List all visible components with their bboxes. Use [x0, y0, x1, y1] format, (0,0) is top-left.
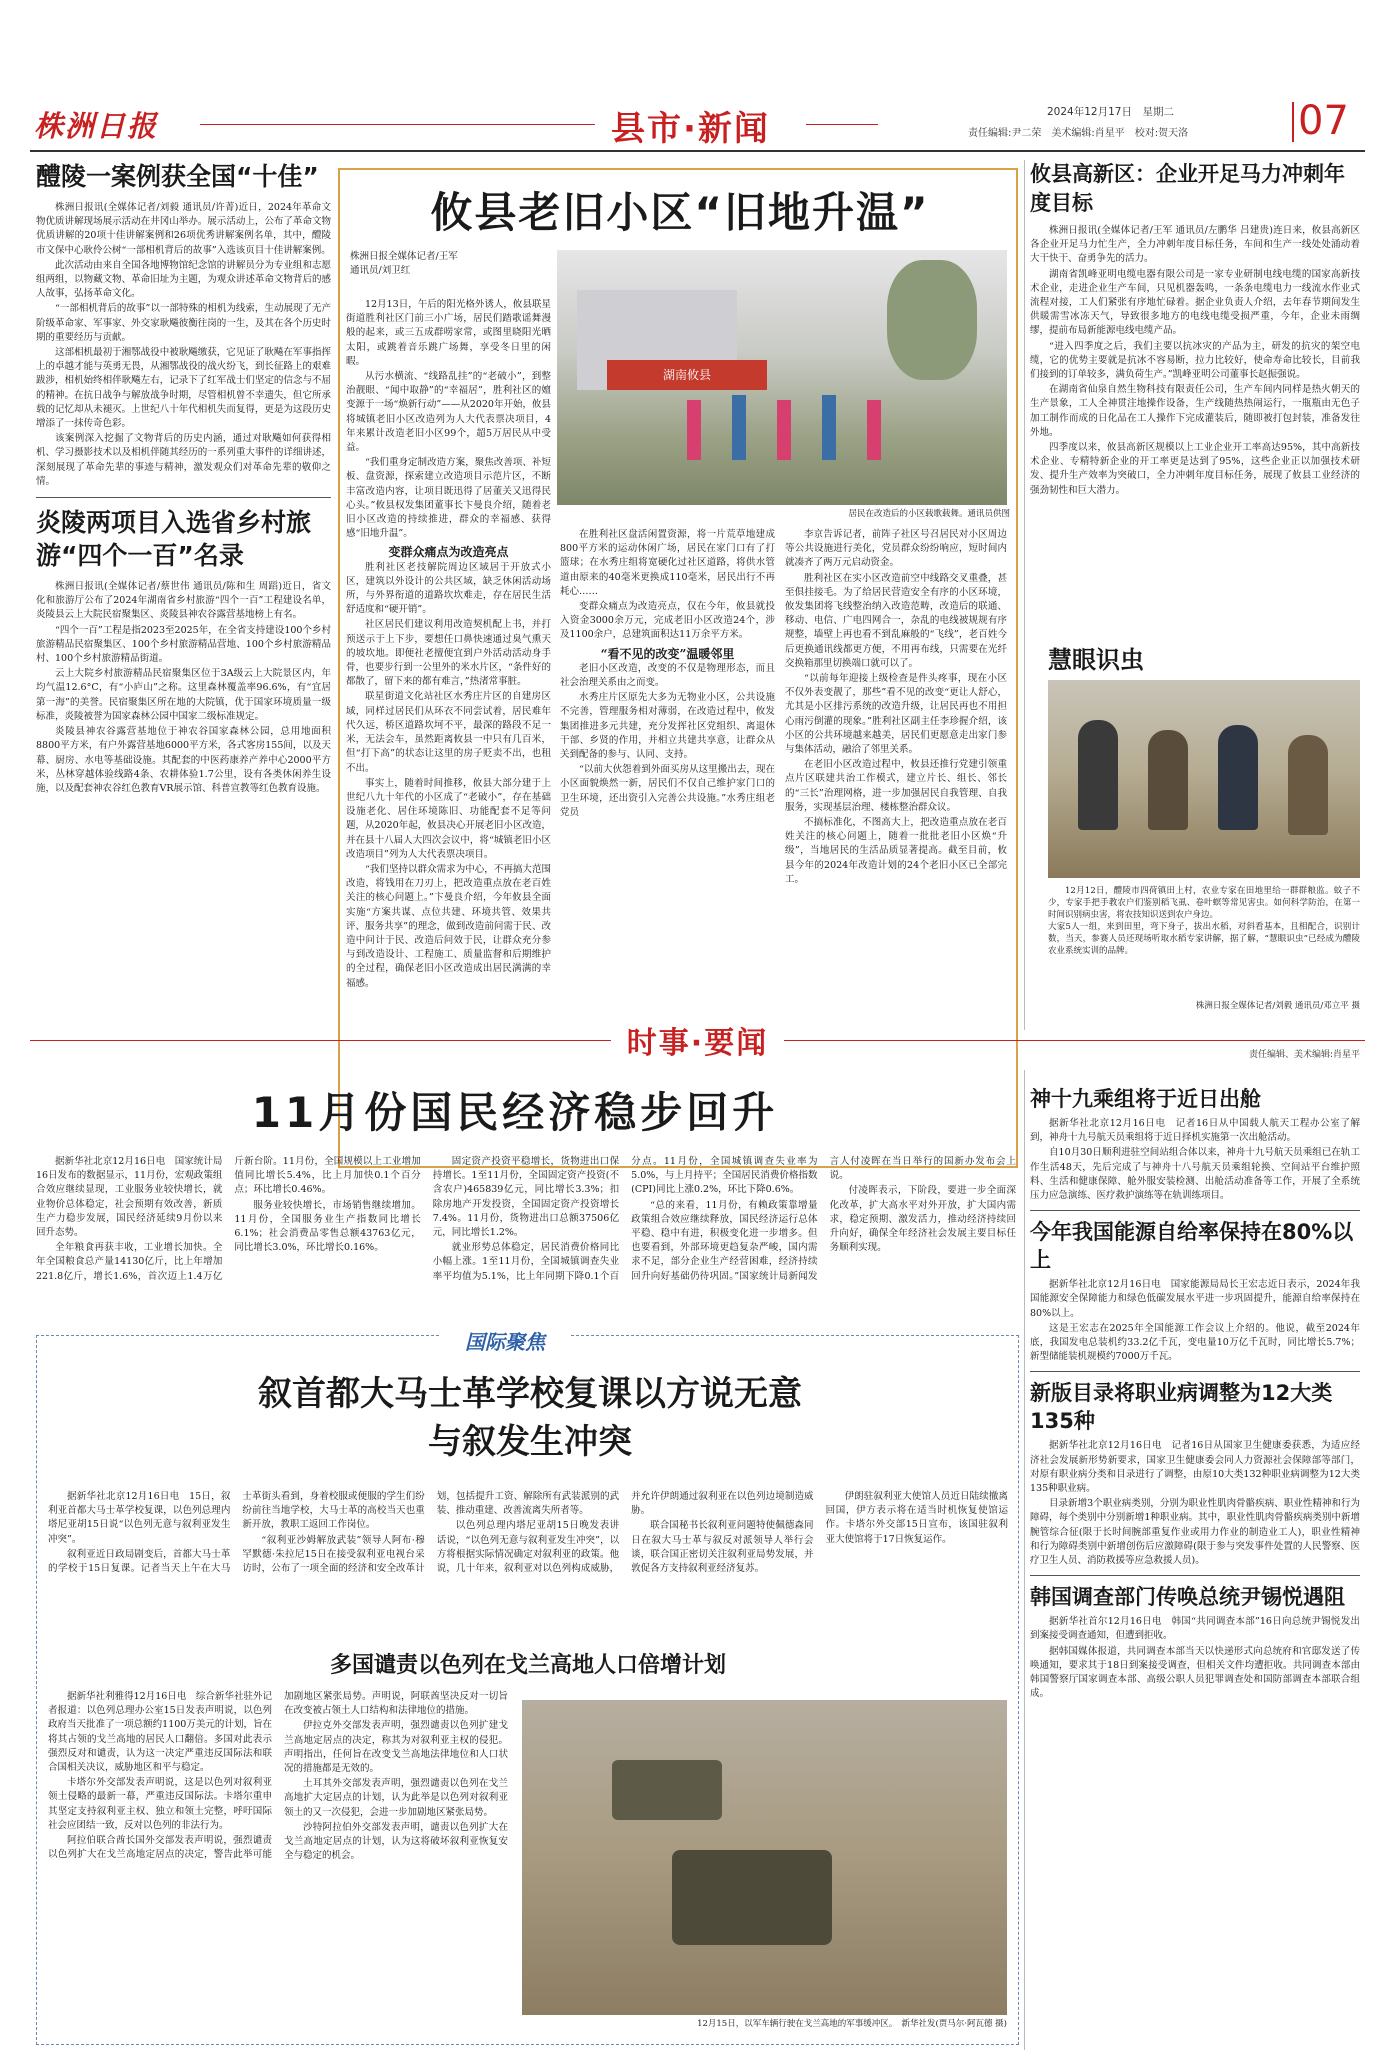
- section-rule: [30, 1040, 611, 1041]
- paragraph: 水秀庄片区原先大多为无物业小区，公共设施不完善，管理服务相对薄弱，在改造过程中，攸发集团推进多元共建，充分发挥社区党组织、离退休干部、乡贤的作用，并相立共建共享意，让群众从关到配备的参与、认同、支持。: [560, 692, 775, 761]
- golan-body: [48, 1690, 508, 2035]
- paragraph: 据韩国媒体报道，共同调查本部当天以快递形式向总统府和官邸发送了传唤通知，要求其于18日到案接受调查，但相关文件均遭拒收。共同调查本部由韩国警察厅国家调查本部、高级公职人员犯罪调查处和国防部调查本部联合组成。: [1030, 1645, 1360, 1700]
- paragraph: 12月13日，午后的阳光格外诱人，攸县联星街道胜利社区门前三小广场，居民们踏歌谣舞漫般的起来，或三五成群唠家常，或图里晓阳光晒太阳，或跳着音乐跳广场舞，享受冬日里的闲暇。: [346, 299, 551, 367]
- paragraph: 据新华社北京12月16日电 国家能源局局长王宏志近日表示，2024年我国能源安全保障能力和绿色低碳发展水平进一步巩固提升，能源自给率保持在80%以上。: [1030, 1279, 1360, 1319]
- paragraph: 老旧小区改造，改变的不仅是物理形态，而且社会治理关系由之而变。: [560, 662, 775, 689]
- article-body-shenzhou: [1030, 1117, 1360, 1203]
- column-separator: [1024, 1070, 1025, 2050]
- section-title: 县市·新闻: [611, 109, 770, 146]
- paragraph: 株洲日报讯(全媒体记者/刘毅 通讯员/许菁)近日，2024年革命文物优质讲解现场展示活动在井冈山举办。展示活动上，公布了革命文物优质讲解的20项十佳讲解案例和26项优秀讲解案例名单，其中，醴陵市文保中心耿伶公树“一部相机背后的故事”入选该页目十佳讲解案例。: [36, 202, 331, 256]
- photo-person: [1288, 735, 1328, 835]
- article-body-occupational: [1030, 1439, 1360, 1568]
- intl-focus-label: 国际聚焦: [440, 1326, 570, 1352]
- caption-text: 大家5人一组，来到田里，弯下身子，拔出水稻，对斜看基本，且相配合，识别计数，当天，参赛人员还现场听取水稻专家讲解，据了解，“慧眼识虫”已经成为醴陵农业系统实训的品牌。: [1048, 922, 1360, 956]
- right-column-bottom: [1030, 1085, 1360, 2055]
- article-body-yanling: [36, 580, 331, 796]
- masthead-rule: [200, 124, 595, 125]
- paragraph: 目录新增3个职业病类别，分别为职业性肌肉骨骼疾病、职业性精神和行为障碍，每个类别中分别新增1种职业病。其中，职业性肌肉骨骼疾病类别中新增腕管综合征(限于长时间腕部重复作业或用力作业的制造业工人)，职业性精神和行为障碍类别中新增创伤后应激障碍(限于参与突发事件处置的人民警察、医疗卫生人员、消防救援等应急救援人员)。: [1030, 1498, 1360, 1567]
- photo-vehicle: [672, 1850, 832, 1945]
- paragraph: 社区居民们建议利用改造契机配上书，并打预送示于上下步，要想任口鼻快速通过臭气熏天的坡坎地。即便社老擅便宜到户外活动活动身手骨，也要步行到一公里外的米水片区，“条件好的都散了，留下来的都有难言，”热渚常事脏。: [346, 619, 551, 688]
- paragraph: 据新华社首尔12月16日电 韩国“共同调查本部”16日向总统尹锡悦发出到案接受调查通知，但遭到拒收。: [1030, 1616, 1360, 1642]
- photo-person: [1218, 725, 1258, 830]
- masthead-logo: 株洲日报: [34, 109, 159, 143]
- photo-dancer: [732, 395, 746, 460]
- photo-story-image: [1048, 680, 1360, 878]
- paragraph: “进入四季度之后，我们主要以抗冰灾的产品为主，研发的抗灾的架空电缆，它的优势主要就是抗冰不容易断，拉力比较好，使命寿命比较长，目前我们接到的订单较多，满负荷生产。”凯峰亚明公司董事长赵振强说。: [1030, 340, 1360, 381]
- divider: [1030, 1210, 1360, 1211]
- paragraph: 就业形势总体稳定，居民消费价格同比小幅上涨。1至11月份，全国城镇调查失业率平均值为5.1%，比上年同期下降0.1个百分点。11月份，全国城镇调查失业率为5.0%，与上月持平；全国居民消费价格指数(CPI)同比上涨0.2%，环比下降0.6%。: [432, 1156, 818, 1282]
- feature-col-3: [785, 528, 1007, 1160]
- divider: [36, 497, 331, 498]
- photo-story-caption: [1048, 885, 1360, 985]
- paragraph: 全年粮食再获丰收，工业增长加快。全年全国粮食总产量14130亿斤，比上年增加221.8亿斤，增长1.6%，首次迈上1.4万亿斤新台阶。11月份，全国规模以上工业增加值同比增长5.4%，比上月加快0.1个百分点；环比增长0.46%。: [36, 1156, 421, 1282]
- paragraph: 土耳其外交部发表声明，强烈谴责以色列在戈兰高地扩大定居点的计划，认为此举是以色列对叙利亚领土的又一次侵犯，会进一步加剧地区紧张局势。: [284, 1778, 508, 1818]
- paragraph: “我们重身定制改造方案，聚焦改善项、补短板、盘资源，探索建立改造项目示范片区，不断丰富改造内容，让项目既迅得了居董关又迅得民心头。”攸县权发集团董事长卞曼良介绍，随着老旧小区改造的持续推进，群众的幸福感、获得感“旧地升温”。: [346, 457, 551, 540]
- photo-person: [1148, 730, 1188, 830]
- paragraph: “叙利亚沙姆解放武装”领导人阿布·穆罕默德·朱拉尼15日在接受叙利亚电视台采访时，公布了一项全面的经济和安全改革计划，包括提升工资、解除所有武装派别的武装、推动重建、改善流离失所者等。: [242, 1491, 620, 1575]
- paragraph: 叙利亚近日政局剧变后，首都大马士革的学校于15日复课。记者当天上午在大马士革街头看到，身着校服或便服的学生们纷纷前往当地学校，大马士革的高校当天也重新开放，教职工返回工作岗位。: [48, 1491, 425, 1575]
- feature-headline: 攸县老旧小区“旧地升温”: [430, 188, 930, 237]
- section-bar-shishi: [30, 1020, 1365, 1060]
- caption-text: 12月12日，醴陵市四荷镇田上村，农业专家在田地里给一群群粮监。蚊子不少，专家手把手教农户们鉴别稻飞虱、卷叶螟等常见害虫。如何科学防治，在第一时间识别病虫害，将农技知识送到农户身边。: [1048, 886, 1360, 920]
- syria-body: [48, 1490, 1008, 1640]
- photo-tree: [887, 260, 977, 380]
- paragraph: 在胜利社区盘活闲置资源，将一片荒草地建成800平方米的运动休闲广场，居民在家门口有了打篮球；在水秀庄组将宽硬化过社区道路，将供水管道由原来的40毫米更换成110毫米，居民出行不再耗心……: [560, 529, 775, 597]
- feature-photo: [557, 250, 1007, 505]
- paragraph: 付凌晖表示，下阶段，要进一步全面深化改革，扩大高水平对外开放，扩大国内需求，稳定预期、激发活力，推动经济持续回升向好，确保全年经济社会发展主要目标任务顺利实现。: [829, 1185, 1016, 1254]
- paragraph: “总的来看，11月份，有赖政策靠增量政策组合效应继续释放，国民经济运行总体平稳、稳中有进，积极变化进一步增多。但也要看到，外部环境更趋复杂严峻，国内需求不足，部分企业生产经营困难，经济持续回升向好基础仍待巩固。”国家统计局新闻发言人付凌晖在当日举行的国新办发布会上说。: [631, 1156, 1016, 1282]
- subhead: 变群众痛点为改造亮点: [388, 545, 509, 560]
- paragraph: 据新华社北京12月16日电 记者16日从中国载人航天工程办公室了解到，神舟十九号航天员乘组将于近日择机实施第一次出舱活动。: [1030, 1118, 1360, 1144]
- feature-col-2: [560, 528, 775, 1160]
- paragraph: 从污水横流、“线路乱挂”的“老破小”，到整治靓眼、“闻中取静”的“幸福居”，胜利社区的嬗变源于一场“焕新行动”——从2020年开始，攸县将城镇老旧小区改造列为人大代表票决项目，4年来累计改造老旧小区99个，超5万居民从中受益。: [346, 371, 551, 454]
- paragraph: 自10月30日顺利进驻空间站组合体以来，神舟十九号航天员乘组已在轨工作生活48天，先后完成了与神舟十八号航天员乘组轮换、空间站平台维护照料、生活和健康保障、舱外服安装检测、出舱活动准备等工作，开展了全系统压力应急演练、医疗救护演练等在轨训练项目。: [1030, 1147, 1360, 1202]
- article-title-energy: 今年我国能源自给率保持在80%以上: [1030, 1220, 1354, 1273]
- paragraph: 伊朗驻叙利亚大使馆人员近日陆续撤离回国，伊方表示将在适当时机恢复使馆运作。卡塔尔外交部15日宣布，该国驻叙利亚大使馆将于17日恢复运作。: [825, 1491, 1008, 1545]
- column-separator: [1024, 160, 1025, 1030]
- paragraph: 这部相机最初于湘鄂战役中被耿飚缴获，它见证了耿飚在军事指挥上的卓越才能与英勇无畏，从湘鄂战役的战火纷飞，到长征路上的艰难跋涉，相机始终相伴耿飚左右，记录下了红军战士们坚定的信念与不屈的精神。在抗日战争与解放战争时期，尽管相机曾不幸遗失，但它所承载的记忆却从未褪灭。上世纪八十年代相机失而复得，更是为这段历史增添了一抹传奇色彩。: [36, 347, 331, 430]
- paragraph: 据新华社利雅得12月16日电 综合新华社驻外记者报道：以色列总理办公室15日发表声明说，以色列政府当天批准了一项总额约1100万美元的计划，旨在将其占领的戈兰高地的居民人口翻倍。多国对此表示强烈反对和谴责，认为这一决定严重违反国际法和联合国相关决议，威胁地区和平与稳定。: [48, 1691, 272, 1774]
- paragraph: 不搞标准化，不图高大上，把改造重点放在老百姓关注的核心问题上，随着一批批老旧小区焕“升级”，当地居民的生活品质显著提高。截至目前，攸县今年的2024年改造计划的24个老旧小区已全部完工。: [785, 817, 1007, 885]
- article-body-liling: [36, 201, 331, 489]
- page-number: 07: [1298, 98, 1349, 144]
- paragraph: 变群众痛点为改造亮点，仅在今年，攸县就投入资金3000余万元，完成老旧小区改造24个，涉及1100余户，总建筑面积达11万余平方米。: [560, 601, 775, 641]
- article-body-energy: [1030, 1278, 1360, 1364]
- section2-credits: 责任编辑、美术编辑:肖星平: [1248, 1050, 1360, 1060]
- paragraph: 联合国秘书长叙利亚问题特使佩德森同日在叙大马士革与叙反对派领导人举行会谈，联合国正密切关注叙利亚局势发展，并敦促各方支持叙利亚经济复苏。: [631, 1520, 814, 1575]
- article-title-gaoxin: 攸县高新区：企业开足马力冲刺年度目标: [1030, 162, 1345, 215]
- paragraph: 炎陵县神农谷露营基地位于神农谷国家森林公园，总用地面积8800平方米，有户外露营基地6000平方米，各式客房155间，以及天幕、厨房、水电等基础设施。其配套的中医药康养产养中心2000平方米，丛林穿越体验线路4条、农耕体验1.7公里，设有各类休闲养生设施，以及配套神农谷红色教育VR展示馆、科普宣教等红色教育设施。: [36, 726, 331, 794]
- paragraph: 服务业较快增长，市场销售继续增加。11月份，全国服务业生产指数同比增长6.1%；社会消费品零售总额43763亿元，同比增长3.0%，环比增长0.16%。: [234, 1199, 421, 1254]
- paragraph: 固定资产投资平稳增长，货物进出口保持增长。1至11月份，全国固定资产投资(不含农户)465839亿元，同比增长3.3%；扣除房地产开发投资，全国固定资产投资增长7.4%。11月份，货物进出口总额37506亿元，同比增长1.2%。: [432, 1156, 620, 1239]
- divider: [1030, 1371, 1360, 1372]
- paragraph: 湖南省凯峰亚明电缆电器有限公司是一家专业研制电线电缆的国家高新技术企业，走进企业生产车间，只见机器轰鸣，一条条电缆电力一线流水作业式流程对接，工人们紧张有序地忙碌着。据企业负责人介绍，去年春节期间发生供暖需雪冰冻天气，导致很多地方的电线电缆受损严重，今年，企业未雨绸缪，提前布局新能源电线电缆产品。: [1030, 268, 1360, 337]
- photo-dancer: [687, 400, 701, 460]
- article-title-shenzhou: 神十九乘组将于近日出舱: [1030, 1087, 1261, 1111]
- paragraph: 联星街道文化站社区水秀庄片区的自建房区域，同样过居民们从环衣不同尝试着，居民难年代久远，桥区道路坎坷不平，最深的路段不足一米，无法会车，虽然距离攸县一中只有几百米，但“打下高”的状态让这里的房子贬卖不出，也租不出。: [346, 691, 551, 774]
- article-title-korea: 韩国调查部门传唤总统尹锡悦遇阻: [1030, 1585, 1345, 1610]
- golan-photo: [522, 1700, 1007, 2015]
- syria-headline: 叙首都大马士革学校复课以方说无意与叙发生冲突: [258, 1374, 802, 1462]
- masthead-credits: 责任编辑:尹二荣 美术编辑:肖星平 校对:贺天洛: [968, 128, 1189, 138]
- section-rule: [784, 1040, 1365, 1041]
- paragraph: 在湖南省仙泉自然生物科技有限责任公司，生产车间内同样是热火朝天的生产景象，工人全神贯注地操作设备，生产线随热热闹运行，一瓶瓶由无色子加工制作而成的日化品在工人操作下完成灌装后，随即被打包封装，准备发往外地。: [1030, 384, 1360, 438]
- paragraph: 李京告诉记者，前阵子社区号召居民对小区周边等公共设施进行美化，党员群众纷纷响应，短时间内就凑齐了两万元启动资金。: [785, 529, 1007, 569]
- paragraph: 伊拉克外交部发表声明，强烈谴责以色列扩建戈兰高地定居点的决定，称其为对叙利亚主权的侵犯。声明指出，任何旨在改变戈兰高地法律地位和人口状况的措施都是无效的。: [284, 1720, 508, 1775]
- paragraph: 据新华社北京12月16日电 国家统计局16日发布的数据显示，11月份，宏观政策组合效应继续显现，工业服务业较快增长，就业物价总体稳定，社会预期有效改善，新质生产力稳步发展，国民经济延续9月份以来回升态势。: [36, 1156, 223, 1239]
- paragraph: 株洲日报讯(全媒体记者/王军 通讯员/左鹏华 吕建贵)连日来，攸县高新区各企业开足马力忙生产，全力冲刺年度目标任务，车间和生产一线处处涌动着大干快干、奋勇争先的活力。: [1030, 225, 1360, 265]
- economy-headline: 11月份国民经济稳步回升: [251, 1088, 779, 1137]
- economy-body: [36, 1155, 1016, 1330]
- section-title-2: 时事·要闻: [626, 1026, 769, 1061]
- photo-person: [1078, 720, 1118, 830]
- golan-headline: 多国谴责以色列在戈兰高地人口倍增计划: [329, 1653, 726, 1678]
- paragraph: 此次活动由来自全国各地博物馆纪念馆的讲解员分为专业组和志愿组两组，以物藏文物、革命旧址为主题，为观众讲述革命文物背后的感人故事，弘扬革命文化。: [36, 259, 331, 300]
- photo-banner: 湖南攸县: [607, 360, 767, 390]
- paragraph: 据新华社北京12月16日电 15日，叙利亚首都大马士革学校复课，以色列总理内塔尼亚胡15日说“以色列无意与叙利亚发生冲突”。: [48, 1491, 231, 1545]
- paragraph: “以前每年迎接上级检查是件头疼事，现在小区不仅外表变靓了，那些”看不见的改变“更让人舒心，尤其是小区排污系统的改造升级，让居民再也不用担心雨污倒灌的现象。”胜利社区副主任李珍握介绍，该小区的公共环境越来越美，居民们更愿意走出家门参与集体活动，融洽了邻里关系。: [785, 673, 1007, 756]
- paragraph: 阿拉伯联合酋长国外交部发表声明说，强烈谴责以色列扩大在戈兰高地定居点的决定，警告此举可能加剧地区紧张局势。声明说，阿联酋坚决反对一切旨在改变被占领土人口结构和法律地位的措施。: [48, 1691, 508, 1861]
- masthead-rule-2: [806, 124, 878, 125]
- paragraph: “以前大伙怨着到外面买房从这里搬出去，现在小区面貌焕然一新，居民们不仅自己维护家门口的卫生环境，还出资引入完善公共设施。”水秀庄组老党员: [560, 764, 775, 818]
- masthead-date: 2024年12月17日 星期二: [1047, 106, 1174, 118]
- paragraph: 株洲日报讯(全媒体记者/蔡世伟 通讯员/陈和生 周蹈)近日，省文化和旅游厅公布了2024年湖南省乡村旅游“四个一百”工程建设名单，炎陵县云上大院民宿聚集区、炎陵县神农谷露营基地榜上有名。: [36, 581, 331, 621]
- paragraph: 在老旧小区改造过程中，攸县还推行党建引领重点片区联建共治工作模式，建立片长、组长、邻长的“三长”治理网格，进一步加强居民自我管理、自我服务，实现基层治理、楼栋整治群众议。: [785, 759, 1007, 813]
- photo-story-credit: 株洲日报全媒体记者/刘毅 通讯员/邓立平 摄: [1195, 1001, 1360, 1011]
- article-body-korea: [1030, 1615, 1360, 1701]
- photo-dancer: [822, 395, 836, 460]
- left-column: [36, 160, 331, 1165]
- subhead: “看不见的改变”温暖邻里: [600, 646, 735, 661]
- paragraph: 事实上，随着时间推移，攸县大部分建于上世纪八九十年代的小区成了“老破小”，存在基础设施老化、居住环境陈旧、功能配套不足等问题，从2020年起，攸县决心开展老旧小区改造，并在县十八届人大四次会议中，将“城镇老旧小区改造项目”列为人大代表票决项目。: [346, 777, 551, 860]
- divider: [1030, 1575, 1360, 1576]
- paragraph: 沙特阿拉伯外交部发表声明，谴责以色列扩大在戈兰高地定居点的计划，认为这将破坏叙利亚恢复安全与稳定的机会。: [284, 1821, 508, 1862]
- photo-dancer: [777, 400, 791, 460]
- paragraph: 云上大院乡村旅游精品民宿聚集区位于3A级云上大院景区内，年均气温12.6°C，有“小庐山”之称。这里森林覆盖率96.6%，有“宜居第一海”的美誉。民宿聚集区所在地的大院镇，优于国家环境质量一级标准，炎陵被誉为国家森林公园中国家二级标准规定。: [36, 668, 331, 722]
- paragraph: 该案例深入挖掘了文物背后的历史内涵，通过对耿飚如何获得相机、学习摄影技术以及相机伴随其经历的一系列重大事件的详细讲述，深刻展现了革命先辈的事迹与精神，激发观众们对革命先辈的敬仰之情。: [36, 433, 331, 487]
- right-column-top: [1030, 160, 1360, 630]
- article-title-occupational: 新版目录将职业病调整为12大类135种: [1030, 1381, 1333, 1434]
- paragraph: “我们坚持以群众需求为中心，不再搞大范围改造，将钱用在刀刃上，把改造重点放在老百姓关注的核心问题上。”卞曼良介绍，今年攸县全面实施“方案共谋、点位共建、环境共管、效果共评、服务共享”的理念，做到改造前问需于民、改造中问计于民、改造后问效于民，让群众充分参与到改造设计、工程施工、质量监督和后期维护的全过程，确保老旧小区改造成出居民满满的幸福感。: [346, 863, 551, 989]
- paragraph: 据新华社北京12月16日电 记者16日从国家卫生健康委获悉，为适应经济社会发展新形势新要求，国家卫生健康委会同人力资源社会保障部等部门，对原有职业病分类和目录进行了调整，由原10大类132种职业病调整为12大类135种职业病。: [1030, 1440, 1360, 1495]
- article-title-yanling: 炎陵两项目入选省乡村旅游“四个一百”名录: [36, 508, 312, 571]
- paragraph: 以色列总理内塔尼亚胡15日晚发表讲话说，“以色列无意与叙利亚发生冲突”，以方将根据实际情况确定对叙利亚的政策。他说，几十年来，叙利亚对以色列构成威胁，并允许伊朗通过叙利亚在以色列边境制造威胁。: [436, 1491, 814, 1575]
- page-number-divider: [1292, 102, 1294, 142]
- paragraph: 胜利社区老技解院周边区域居于开放式小区，建筑以外设计的公共区域，缺乏休闲活动场所，与外界衔道的道路坎坎难走，存在居民生活舒适度和“硬开销”。: [346, 561, 551, 616]
- article-body-gaoxin: [1030, 224, 1360, 498]
- paragraph: “四个一百”工程是指2023至2025年，在全省支持建设100个乡村旅游精品民宿聚集区、100个乡村旅游精品营地、100个乡村旅游精品村、100个乡村旅游精品街道。: [36, 624, 331, 665]
- photo-vehicle: [612, 1760, 722, 1820]
- paragraph: 这是王宏志在2025年全国能源工作会议上介绍的。他说，截至2024年底，我国发电总装机约33.2亿千瓦，变电量10万亿千瓦时，同比增长5.7%；新型储能装机规模约7000万千瓦。: [1030, 1322, 1360, 1363]
- golan-photo-caption: 12月15日，以军车辆行驶在戈兰高地的军事缓冲区。 新华社发(贾马尔·阿瓦德 摄): [697, 2019, 1007, 2029]
- paragraph: 胜利社区在实小区改造前空中线路交叉重叠，甚至俱挂接毛。为了给居民营造安全有序的小区环境，攸发集团将飞线整治纳入改造范畴，改造后的联通、移动、电信、广电四网合一，杂乱的电线被规规有序规整，墙壁上再也看不到乱麻般的“飞线”，老百姓今后更换通讯线都更方便，不用再布线，只需要在光纤交换箱那里切换端口就可以了。: [785, 572, 1007, 669]
- paragraph: 卡塔尔外交部发表声明说，这是以色列对叙利亚领土侵略的最新一幕，严重违反国际法。卡塔尔重申其坚定支持叙利亚主权、独立和领土完整，呼吁国际社会应团结一致，反对以色列的非法行为。: [48, 1777, 272, 1831]
- photo-story-title: 慧眼识虫: [1048, 646, 1144, 674]
- paragraph: “一部相机背后的故事”以一部特殊的相机为线索，生动展现了无产阶级革命家、军事家、外交家耿飚彼衡往岗的一生，及其在各个历史时期的重要经历与贡献。: [36, 303, 331, 343]
- masthead-bottom-rule: [30, 150, 1365, 152]
- feature-byline: 株洲日报全媒体记者/王军 通讯员/刘卫红: [350, 251, 458, 277]
- photo-dancer: [867, 400, 881, 460]
- article-title-liling: 醴陵一案例获全国“十佳”: [36, 162, 319, 191]
- feature-photo-caption: 居民在改造后的小区载歌载舞。通讯员供图: [848, 509, 1010, 519]
- paragraph: 四季度以来，攸县高新区规模以上工业企业开工率高达95%，其中高新技术企业、专精特新企业的开工率更是达到了95%，这些企业正以加强技术研发、提升生产效率为突破口，全力冲刺年度目标任务，展现了攸县工业经济的强劲韧性和巨大潜力。: [1030, 442, 1360, 496]
